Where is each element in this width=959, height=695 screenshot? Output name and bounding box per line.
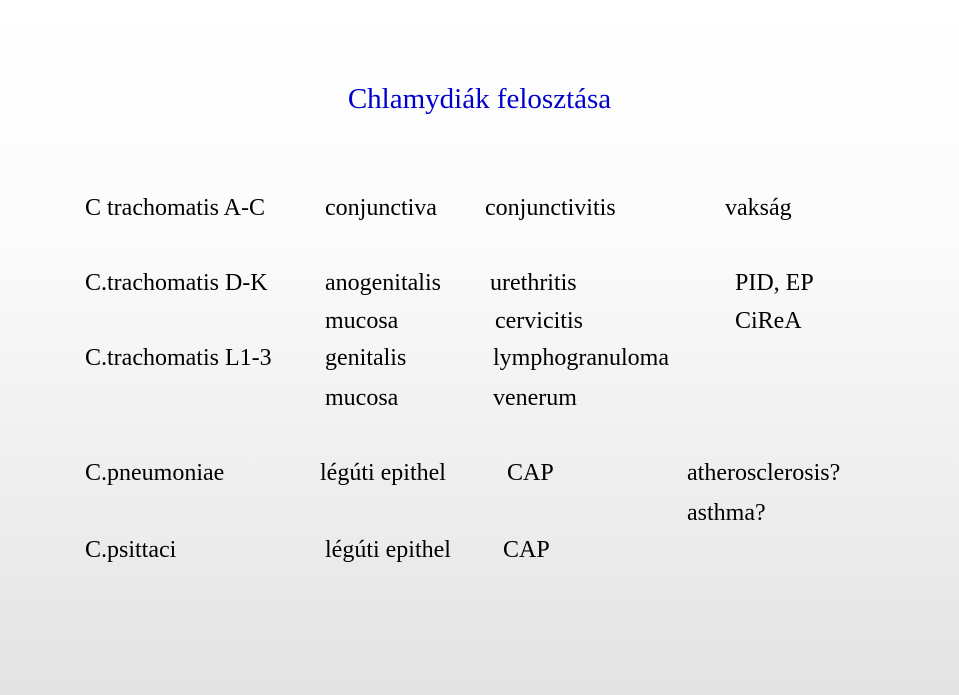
site-trachomatis-dk-line1: anogenitalis bbox=[325, 270, 441, 296]
site-trachomatis-l13-line2: mucosa bbox=[325, 385, 399, 411]
slide-title: Chlamydiák felosztása bbox=[347, 83, 612, 115]
disease-trachomatis-dk-line2: cervicitis bbox=[495, 308, 583, 334]
disease-trachomatis-l13-line2: venerum bbox=[493, 385, 577, 411]
disease-trachomatis-dk-line1: urethritis bbox=[490, 270, 577, 296]
complication-trachomatis-ac: vakság bbox=[725, 195, 792, 221]
complication-pneumoniae-line1: atherosclerosis? bbox=[687, 460, 841, 486]
disease-pneumoniae: CAP bbox=[507, 460, 554, 486]
disease-trachomatis-ac: conjunctivitis bbox=[485, 195, 616, 221]
complication-pneumoniae-line2: asthma? bbox=[687, 500, 766, 526]
species-pneumoniae: C.pneumoniae bbox=[85, 460, 225, 486]
complication-trachomatis-dk-line2: CiReA bbox=[735, 308, 802, 334]
site-trachomatis-dk-line2: mucosa bbox=[325, 308, 399, 334]
species-trachomatis-l13: C.trachomatis L1-3 bbox=[85, 345, 272, 371]
site-trachomatis-ac: conjunctiva bbox=[325, 195, 437, 221]
disease-trachomatis-l13-line1: lymphogranuloma bbox=[493, 345, 669, 371]
disease-psittaci: CAP bbox=[503, 537, 550, 563]
complication-trachomatis-dk-line1: PID, EP bbox=[735, 270, 814, 296]
site-psittaci: légúti epithel bbox=[325, 537, 451, 563]
species-trachomatis-ac: C trachomatis A-C bbox=[85, 195, 265, 221]
species-psittaci: C.psittaci bbox=[85, 537, 177, 563]
site-trachomatis-l13-line1: genitalis bbox=[325, 345, 407, 371]
species-trachomatis-dk: C.trachomatis D-K bbox=[85, 270, 268, 296]
site-pneumoniae: légúti epithel bbox=[320, 460, 446, 486]
